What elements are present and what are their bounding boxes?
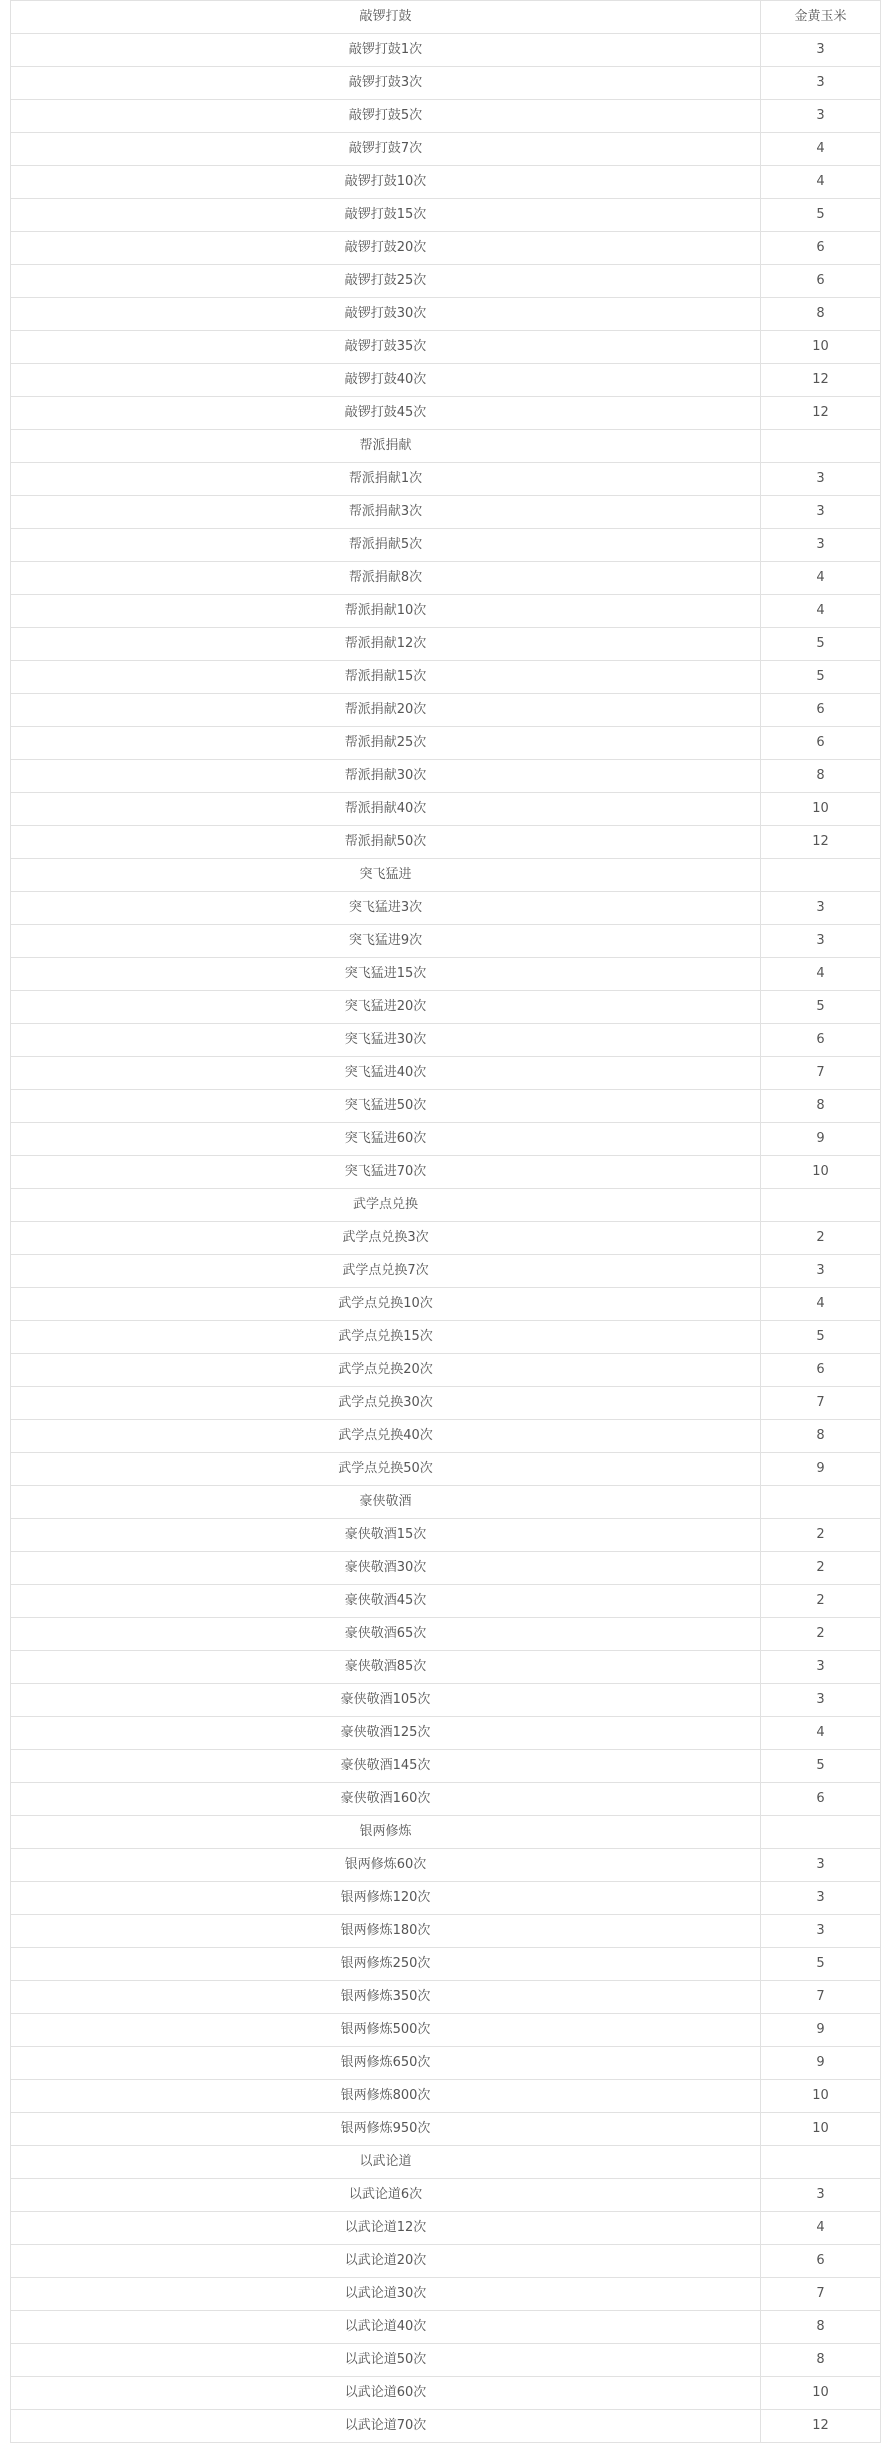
reward-count-cell: 9 (761, 2014, 881, 2047)
activity-cell: 突飞猛进60次 (11, 1123, 761, 1156)
table-row (11, 133, 881, 166)
table-row (11, 67, 881, 100)
reward-count-cell: 3 (761, 463, 881, 496)
table-row (11, 1882, 881, 1915)
reward-count-cell: 7 (761, 1057, 881, 1090)
reward-count-cell: 3 (761, 496, 881, 529)
reward-count-cell: 6 (761, 1024, 881, 1057)
activity-cell: 豪侠敬酒125次 (11, 1717, 761, 1750)
activity-cell: 以武论道 (11, 2146, 761, 2179)
table-row (11, 1156, 881, 1189)
reward-count-cell: 4 (761, 166, 881, 199)
activity-cell: 银两修炼60次 (11, 1849, 761, 1882)
activity-cell: 银两修炼800次 (11, 2080, 761, 2113)
reward-count-cell: 7 (761, 1981, 881, 2014)
activity-cell: 银两修炼 (11, 1816, 761, 1849)
reward-count-cell: 3 (761, 1915, 881, 1948)
table-row (11, 892, 881, 925)
table-row (11, 2311, 881, 2344)
table-row (11, 34, 881, 67)
reward-count-cell: 2 (761, 1222, 881, 1255)
table-row (11, 529, 881, 562)
reward-count-cell: 10 (761, 793, 881, 826)
table-row (11, 496, 881, 529)
table-row (11, 958, 881, 991)
activity-cell: 豪侠敬酒30次 (11, 1552, 761, 1585)
section-header-row (11, 430, 881, 463)
activity-cell: 帮派捐献 (11, 430, 761, 463)
activity-cell: 突飞猛进50次 (11, 1090, 761, 1123)
reward-count-cell: 6 (761, 1354, 881, 1387)
reward-count-cell: 10 (761, 2080, 881, 2113)
reward-count-cell: 9 (761, 2047, 881, 2080)
reward-count-cell (761, 430, 881, 463)
reward-count-cell (761, 2146, 881, 2179)
table-row (11, 2344, 881, 2377)
activity-cell: 以武论道60次 (11, 2377, 761, 2410)
activity-cell: 敲锣打鼓25次 (11, 265, 761, 298)
reward-count-cell: 8 (761, 2344, 881, 2377)
reward-count-cell: 5 (761, 661, 881, 694)
table-row (11, 1354, 881, 1387)
section-header-row (11, 859, 881, 892)
activity-cell: 帮派捐献50次 (11, 826, 761, 859)
table-row (11, 1321, 881, 1354)
reward-count-cell: 8 (761, 298, 881, 331)
activity-cell: 敲锣打鼓3次 (11, 67, 761, 100)
table-row (11, 166, 881, 199)
activity-cell: 敲锣打鼓7次 (11, 133, 761, 166)
table-row (11, 1288, 881, 1321)
reward-count-cell: 6 (761, 265, 881, 298)
table-row (11, 463, 881, 496)
table-row (11, 331, 881, 364)
reward-count-cell: 3 (761, 2179, 881, 2212)
activity-cell: 豪侠敬酒85次 (11, 1651, 761, 1684)
reward-count-cell: 12 (761, 364, 881, 397)
activity-cell: 突飞猛进3次 (11, 892, 761, 925)
reward-count-cell: 3 (761, 1684, 881, 1717)
reward-count-cell: 8 (761, 1090, 881, 1123)
reward-count-cell: 5 (761, 1321, 881, 1354)
reward-count-cell: 5 (761, 199, 881, 232)
activity-cell: 敲锣打鼓35次 (11, 331, 761, 364)
header-reward-cell: 金黄玉米 (761, 1, 881, 34)
activity-cell: 豪侠敬酒145次 (11, 1750, 761, 1783)
table-row (11, 1981, 881, 2014)
activity-cell: 武学点兑换7次 (11, 1255, 761, 1288)
reward-count-cell: 10 (761, 331, 881, 364)
reward-count-cell: 2 (761, 1552, 881, 1585)
activity-cell: 帮派捐献15次 (11, 661, 761, 694)
activity-cell: 豪侠敬酒65次 (11, 1618, 761, 1651)
table-row (11, 1123, 881, 1156)
reward-count-cell: 4 (761, 2212, 881, 2245)
reward-count-cell: 3 (761, 1882, 881, 1915)
activity-cell: 帮派捐献30次 (11, 760, 761, 793)
activity-cell: 帮派捐献8次 (11, 562, 761, 595)
reward-count-cell: 4 (761, 958, 881, 991)
activity-cell: 敲锣打鼓15次 (11, 199, 761, 232)
activity-cell: 以武论道50次 (11, 2344, 761, 2377)
activity-cell: 银两修炼180次 (11, 1915, 761, 1948)
activity-cell: 武学点兑换15次 (11, 1321, 761, 1354)
reward-count-cell: 4 (761, 595, 881, 628)
activity-cell: 帮派捐献1次 (11, 463, 761, 496)
activity-cell: 以武论道40次 (11, 2311, 761, 2344)
reward-count-cell: 3 (761, 892, 881, 925)
table-row (11, 2047, 881, 2080)
table-row (11, 1684, 881, 1717)
activity-cell: 武学点兑换20次 (11, 1354, 761, 1387)
table-row (11, 760, 881, 793)
table-row (11, 1750, 881, 1783)
header-activity-cell: 敲锣打鼓 (11, 1, 761, 34)
activity-cell: 以武论道30次 (11, 2278, 761, 2311)
activity-cell: 以武论道6次 (11, 2179, 761, 2212)
table-row (11, 232, 881, 265)
table-row (11, 1387, 881, 1420)
reward-count-cell (761, 859, 881, 892)
reward-count-cell: 4 (761, 1717, 881, 1750)
table-row (11, 298, 881, 331)
section-header-row (11, 1816, 881, 1849)
activity-cell: 帮派捐献10次 (11, 595, 761, 628)
table-row (11, 1255, 881, 1288)
activity-cell: 武学点兑换30次 (11, 1387, 761, 1420)
reward-count-cell (761, 1816, 881, 1849)
reward-count-cell: 6 (761, 694, 881, 727)
table-row (11, 2278, 881, 2311)
activity-cell: 帮派捐献3次 (11, 496, 761, 529)
reward-count-cell: 5 (761, 1750, 881, 1783)
table-row (11, 1090, 881, 1123)
table-row (11, 199, 881, 232)
table-row (11, 1651, 881, 1684)
table-row (11, 991, 881, 1024)
activity-cell: 敲锣打鼓5次 (11, 100, 761, 133)
reward-count-cell: 3 (761, 1849, 881, 1882)
table-row (11, 1585, 881, 1618)
table-row (11, 397, 881, 430)
reward-count-cell: 3 (761, 925, 881, 958)
table-row (11, 1849, 881, 1882)
table-row (11, 265, 881, 298)
activity-cell: 以武论道70次 (11, 2410, 761, 2443)
table-row (11, 2245, 881, 2278)
reward-count-cell (761, 1486, 881, 1519)
activity-cell: 豪侠敬酒15次 (11, 1519, 761, 1552)
section-header-row (11, 1189, 881, 1222)
table-row (11, 1717, 881, 1750)
reward-count-cell: 8 (761, 2311, 881, 2344)
reward-count-cell: 8 (761, 1420, 881, 1453)
section-header-row (11, 2146, 881, 2179)
reward-count-cell: 3 (761, 100, 881, 133)
reward-count-cell: 5 (761, 1948, 881, 1981)
activity-cell: 帮派捐献40次 (11, 793, 761, 826)
table-row (11, 2212, 881, 2245)
activity-cell: 敲锣打鼓30次 (11, 298, 761, 331)
activity-cell: 帮派捐献5次 (11, 529, 761, 562)
activity-cell: 帮派捐献20次 (11, 694, 761, 727)
activity-cell: 豪侠敬酒105次 (11, 1684, 761, 1717)
activity-cell: 敲锣打鼓10次 (11, 166, 761, 199)
table-row (11, 595, 881, 628)
table-row (11, 727, 881, 760)
table-row (11, 1618, 881, 1651)
table-row (11, 1915, 881, 1948)
table-row (11, 364, 881, 397)
section-header-row (11, 1486, 881, 1519)
reward-count-cell: 12 (761, 826, 881, 859)
reward-count-cell: 2 (761, 1585, 881, 1618)
table-row (11, 793, 881, 826)
reward-count-cell: 4 (761, 562, 881, 595)
table-row (11, 1024, 881, 1057)
reward-table (10, 0, 881, 2443)
reward-count-cell: 7 (761, 2278, 881, 2311)
table-row (11, 2410, 881, 2443)
table-row (11, 1783, 881, 1816)
reward-count-cell: 9 (761, 1123, 881, 1156)
activity-cell: 豪侠敬酒 (11, 1486, 761, 1519)
activity-cell: 武学点兑换10次 (11, 1288, 761, 1321)
reward-count-cell: 3 (761, 1651, 881, 1684)
activity-cell: 敲锣打鼓40次 (11, 364, 761, 397)
reward-count-cell: 10 (761, 2377, 881, 2410)
activity-cell: 武学点兑换50次 (11, 1453, 761, 1486)
table-row (11, 1222, 881, 1255)
activity-cell: 豪侠敬酒45次 (11, 1585, 761, 1618)
activity-cell: 武学点兑换3次 (11, 1222, 761, 1255)
activity-cell: 帮派捐献25次 (11, 727, 761, 760)
reward-count-cell: 12 (761, 397, 881, 430)
table-row (11, 628, 881, 661)
reward-table-container (10, 0, 880, 2443)
table-row (11, 2377, 881, 2410)
reward-count-cell: 12 (761, 2410, 881, 2443)
activity-cell: 敲锣打鼓20次 (11, 232, 761, 265)
reward-count-cell: 3 (761, 67, 881, 100)
table-header-row (11, 1, 881, 34)
activity-cell: 银两修炼950次 (11, 2113, 761, 2146)
table-row (11, 661, 881, 694)
activity-cell: 突飞猛进9次 (11, 925, 761, 958)
activity-cell: 以武论道12次 (11, 2212, 761, 2245)
activity-cell: 敲锣打鼓45次 (11, 397, 761, 430)
table-row (11, 2113, 881, 2146)
table-row (11, 100, 881, 133)
table-row (11, 1453, 881, 1486)
activity-cell: 突飞猛进15次 (11, 958, 761, 991)
activity-cell: 武学点兑换 (11, 1189, 761, 1222)
table-row (11, 2014, 881, 2047)
activity-cell: 突飞猛进70次 (11, 1156, 761, 1189)
table-row (11, 562, 881, 595)
activity-cell: 武学点兑换40次 (11, 1420, 761, 1453)
table-row (11, 2080, 881, 2113)
reward-count-cell: 3 (761, 529, 881, 562)
reward-count-cell: 5 (761, 628, 881, 661)
reward-count-cell: 2 (761, 1519, 881, 1552)
reward-count-cell: 3 (761, 34, 881, 67)
activity-cell: 帮派捐献12次 (11, 628, 761, 661)
reward-count-cell: 5 (761, 991, 881, 1024)
reward-count-cell: 10 (761, 1156, 881, 1189)
activity-cell: 银两修炼350次 (11, 1981, 761, 2014)
reward-count-cell: 7 (761, 1387, 881, 1420)
reward-count-cell: 6 (761, 232, 881, 265)
activity-cell: 豪侠敬酒160次 (11, 1783, 761, 1816)
activity-cell: 敲锣打鼓1次 (11, 34, 761, 67)
table-row (11, 1057, 881, 1090)
reward-count-cell: 6 (761, 2245, 881, 2278)
reward-count-cell: 9 (761, 1453, 881, 1486)
table-row (11, 1552, 881, 1585)
reward-count-cell: 2 (761, 1618, 881, 1651)
table-row (11, 1519, 881, 1552)
reward-count-cell: 6 (761, 1783, 881, 1816)
activity-cell: 突飞猛进 (11, 859, 761, 892)
table-row (11, 1420, 881, 1453)
activity-cell: 突飞猛进40次 (11, 1057, 761, 1090)
reward-count-cell: 4 (761, 133, 881, 166)
reward-count-cell: 10 (761, 2113, 881, 2146)
activity-cell: 以武论道20次 (11, 2245, 761, 2278)
activity-cell: 银两修炼250次 (11, 1948, 761, 1981)
table-row (11, 826, 881, 859)
reward-count-cell: 8 (761, 760, 881, 793)
table-row (11, 1948, 881, 1981)
activity-cell: 银两修炼650次 (11, 2047, 761, 2080)
activity-cell: 银两修炼500次 (11, 2014, 761, 2047)
reward-count-cell: 6 (761, 727, 881, 760)
table-row (11, 2179, 881, 2212)
activity-cell: 银两修炼120次 (11, 1882, 761, 1915)
reward-count-cell: 4 (761, 1288, 881, 1321)
reward-table-body (11, 1, 881, 2443)
reward-count-cell (761, 1189, 881, 1222)
table-row (11, 925, 881, 958)
activity-cell: 突飞猛进30次 (11, 1024, 761, 1057)
table-row (11, 694, 881, 727)
reward-count-cell: 3 (761, 1255, 881, 1288)
activity-cell: 突飞猛进20次 (11, 991, 761, 1024)
